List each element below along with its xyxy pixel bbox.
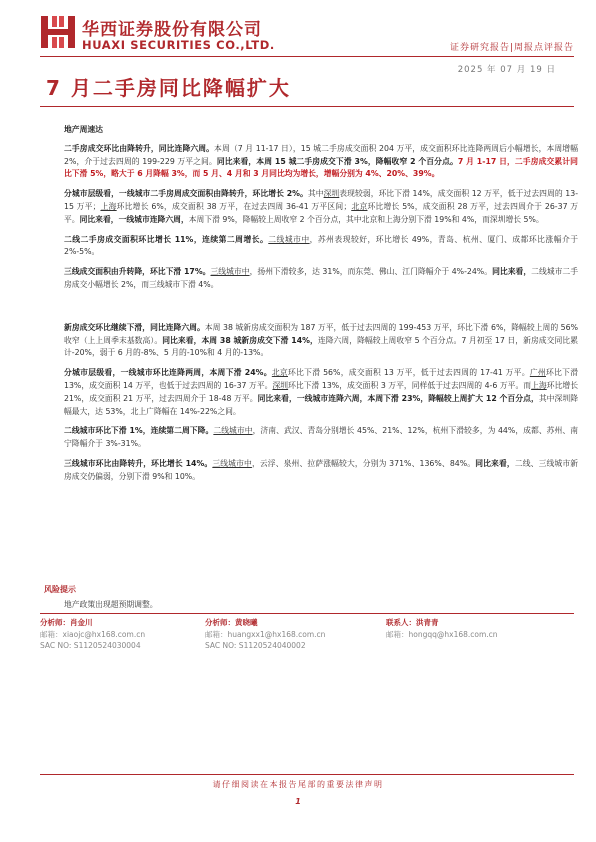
body-text: 环比下滑 56%，成交面积 13 万平，低于过去四周的 17-41 万平。 — [288, 368, 530, 378]
city-link: 二线城市中 — [213, 426, 253, 436]
body-text: 环比增长 6%，成交面积 38 万平，在过去四周 36-41 万平区间； — [116, 201, 352, 211]
body-text: 本周 38 城新房成交面积为 187 万平，低于过去四周的 199-453 万平，环比下滑 6%，降幅较上周的 56%收窄（上上周季末基数高）。 — [64, 322, 579, 345]
paragraph-newhouse-tier3 — [64, 458, 578, 484]
analyst-role: 分析师： — [40, 618, 70, 627]
bold-text: 三线城市环比由降转升，环比增长 14%。 — [64, 458, 213, 468]
city-link: 二线城市中 — [268, 234, 310, 244]
city-link: 北京 — [271, 368, 288, 378]
header-divider — [40, 56, 574, 57]
paragraph-newhouse-tier1 — [64, 367, 578, 418]
spacer — [64, 299, 578, 322]
city-link: 广州 — [529, 368, 546, 378]
company-name-cn: 华西证券股份有限公司 — [82, 20, 262, 40]
paragraph-secondhand-tier2 — [64, 234, 578, 260]
bold-text: 新房成交环比继续下滑，同比连降六周。 — [64, 322, 205, 332]
analyst-card — [205, 617, 325, 652]
city-link: 深圳 — [323, 189, 340, 199]
risk-title: 风险提示 — [44, 585, 76, 594]
city-link: 三线城市中 — [212, 458, 252, 468]
email-label: 邮箱： — [205, 629, 228, 639]
body-text: 环比增长 5%，成交面积 28 万平，过去四周介于 26-37 万平。 — [64, 201, 579, 224]
bold-text: 二线城市环比下滑 1%，连续第二周下降。 — [64, 426, 214, 436]
report-body — [64, 124, 578, 491]
body-text: 环比下滑 13%，成交面积 3 万平，同样低于过去四周的 4-6 万平。而 — [288, 380, 532, 390]
contact-card — [386, 617, 498, 640]
email-label: 邮箱： — [386, 629, 409, 639]
email-label: 邮箱： — [40, 629, 63, 639]
bold-text: 二线二手房成交面积环比增长 11%，连续第二周增长。 — [64, 234, 269, 244]
analyst-name: 肖金川 — [70, 618, 93, 627]
section-heading: 地产周速达 — [64, 125, 103, 134]
body-text: ，云浮、泉州、拉萨涨幅较大，分别为 371%、136%、84%。 — [251, 458, 476, 468]
analyst-role: 分析师： — [205, 618, 235, 627]
paragraph-secondhand-tier3 — [64, 266, 578, 292]
analyst-card — [40, 617, 145, 652]
huaxi-logo-icon — [40, 14, 76, 50]
report-type: 证券研究报告|周报点评报告 — [449, 43, 574, 53]
city-link: 北京 — [351, 201, 368, 211]
city-link: 上海 — [100, 201, 117, 211]
city-link: 上海 — [531, 380, 547, 390]
paragraph-secondhand-overview — [64, 143, 578, 181]
body-text: ，苏州表现较好，环比增长 49%，青岛、杭州、厦门、成都环比涨幅介于 2%-5%。 — [64, 234, 579, 257]
footer-divider — [40, 774, 574, 775]
bold-text: 二手房成交环比由降转升，同比连降六周。 — [64, 143, 215, 153]
body-text: ，扬州下滑较多，达 31%，而东莞、佛山、江门降幅介于 4%-24%。 — [249, 267, 493, 277]
analyst-divider — [40, 613, 574, 614]
body-text: 环比下滑 13%，成交面积 14 万平，也低于过去四周的 16-37 万平。 — [64, 368, 579, 390]
contact-role: 联系人： — [386, 618, 416, 627]
report-date: 2025 年 07 月 19 日 — [457, 65, 556, 75]
body-text: 二线城市二手房成交小幅增长 2%，而三线城市下滑 4%。 — [64, 267, 579, 289]
bold-text: 分城市层级看，一线城市二手房周成交面积由降转升，环比增长 2%。 — [64, 189, 308, 199]
body-text: 二线、三线城市新房成交仍偏弱，分别下滑 9%和 10%。 — [64, 458, 579, 481]
analyst-sac: SAC NO: S1120524040002 — [205, 641, 306, 650]
risk-text: 地产政策出现超预期调整。 — [64, 600, 158, 609]
bold-text: 同比来看， — [475, 458, 515, 468]
paragraph-newhouse-overview — [64, 322, 578, 360]
page-number: 1 — [295, 797, 301, 806]
body-text: 本周下滑 9%，降幅较上周收窄 2 个百分点，其中北京和上海分别下滑 19%和 4%，而深圳增长 5%。 — [188, 214, 544, 224]
body-text: 其中 — [307, 189, 324, 199]
bold-text: 同比来看，本周 15 城二手房成交下滑 3%，降幅收窄 2 个百分点。 — [216, 156, 458, 166]
body-text: 本周（7 月 11-17 日），15 城二手房成交面积 204 万平，成交面积环比连降两周后小幅增长，本周增幅 2%，介于过去四周的 199-229 万平之间。 — [64, 143, 579, 166]
bold-text: 分城市层级看，一线城市环比连降两周，本周下滑 24%。 — [64, 368, 272, 378]
contact-email[interactable]: hongqq@hx168.com.cn — [408, 629, 498, 639]
contact-name: 洪青青 — [416, 618, 439, 627]
body-text: 连降六周，降幅较上周收窄 5 个百分点。7 月初至 17 日，新房成交同比累计-20%，弱于 6 月的-8%、5 月的-10%和 4 月的-13%。 — [64, 335, 579, 358]
bold-text: 同比来看， — [492, 267, 532, 277]
body-text: ，济南、武汉、青岛分别增长 45%、21%、12%，杭州下滑较多，为 44%，成都、苏州、南宁降幅介于 3%-31%。 — [64, 426, 579, 449]
city-link: 三线城市中 — [210, 267, 250, 277]
paragraph-secondhand-tier1 — [64, 188, 578, 226]
body-text: 其中深圳降幅最大，达 53%，北上广降幅在 14%-22%之间。 — [64, 393, 579, 416]
analyst-email[interactable]: huangxx1@hx168.com.cn — [227, 629, 326, 639]
highlight-text: 7 月 1-17 日，二手房成交累计同比下滑 5%，略大于 6 月降幅 3%，而 5 月、4 月和 3 月同比均为增长，增幅分别为 4%、20%、39%。 — [64, 156, 578, 179]
body-text: 表现较弱，环比下滑 14%，成交面积 12 万平，低于过去四周的 13-15 万平； — [64, 189, 579, 211]
analyst-sac: SAC NO: S1120524030004 — [40, 641, 141, 650]
analyst-name: 黄晓曦 — [235, 618, 258, 627]
analyst-email[interactable]: xiaojc@hx168.com.cn — [62, 629, 146, 639]
report-title: 7 月二手房同比降幅扩大 — [46, 76, 291, 100]
paragraph-newhouse-tier2 — [64, 425, 578, 451]
title-divider — [40, 106, 574, 107]
company-name-en: HUAXI SECURITIES CO.,LTD. — [82, 38, 275, 52]
bold-text: 同比来看，一线城市连降六周， — [79, 214, 189, 224]
body-text: 环比增长 21%，成交面积 21 万平，过去四周介于 18-48 万平。 — [64, 380, 579, 403]
city-link: 深圳 — [272, 380, 289, 390]
bold-text: 三线成交面积由升转降，环比下滑 17%。 — [64, 267, 211, 277]
bold-text: 同比来看，本周 38 城新房成交下滑 14%， — [162, 335, 318, 345]
bold-text: 同比来看，一线城市连降六周，本周下滑 23%，降幅较上周扩大 12 个百分点， — [257, 393, 539, 403]
legal-disclaimer: 请仔细阅读在本报告尾部的重要法律声明 — [212, 780, 384, 789]
